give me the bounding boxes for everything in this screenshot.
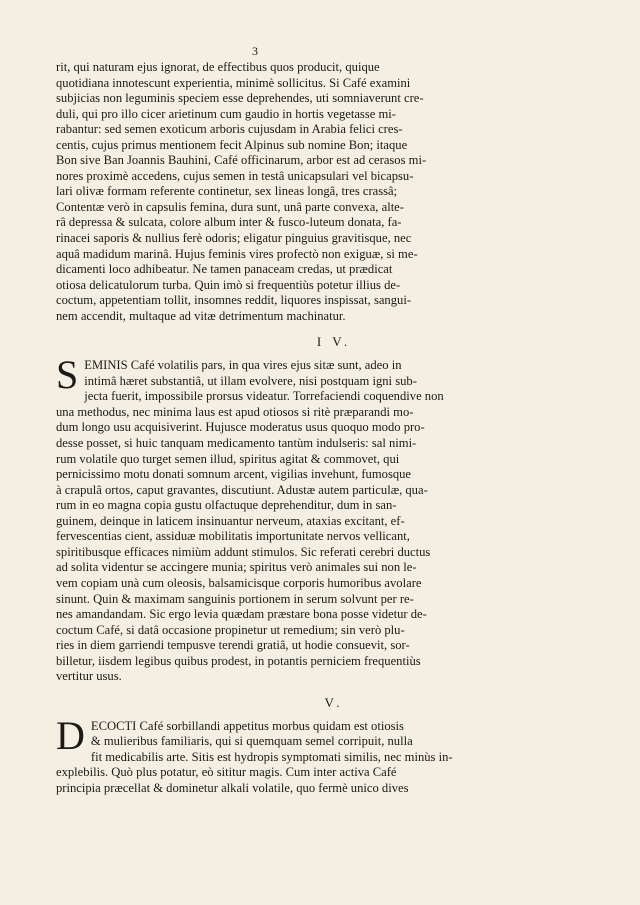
text-line: subjicias non leguminis speciem esse deprehendes, uti somniaverunt cre- xyxy=(56,91,424,106)
text-line: spiritibusque efficaces nimiùm addunt stimulos. Sic referati cerebri ductus xyxy=(56,544,431,559)
text-line: centis, cujus primus mentionem fecit Alpinus sub nomine Bon; itaque xyxy=(56,137,408,152)
section-heading-iv: I V. xyxy=(316,334,352,350)
text-line: otiosa delicatulorum turba. Quin imò si frequentiùs potetur illius de- xyxy=(56,277,401,292)
text-line: coctum, appetentiam tollit, insomnes reddit, liquores inspissat, sangui- xyxy=(56,293,412,308)
text-line: coctum Café, si datâ occasione propinetur ut remedium; sin verò plu- xyxy=(56,622,405,637)
text-line: Contentæ verò in capsulis femina, dura sunt, unâ parte convexa, alte- xyxy=(56,199,404,214)
text-line: dicamenti loco adhibeatur. Ne tamen panaceam credas, ut prædicat xyxy=(56,262,393,277)
text-line: explebilis. Quò plus potatur, eò sititur magis. Cum inter activa Café xyxy=(56,765,397,780)
text-line: dum longo usu acquisiverint. Hujusce moderatus usus quoquo modo pro- xyxy=(56,420,425,435)
section-heading-v: V. xyxy=(324,694,344,710)
text-line: nem accendit, multaque ad vitæ detrimentum machinatur. xyxy=(56,308,346,323)
text-line: principia præcellat & dominetur alkali volatile, quo fermè unico dives xyxy=(56,780,409,795)
text-line: rabantur: sed semen exoticum arboris cujusdam in Arabia felici cres- xyxy=(56,122,403,137)
text-line: rinacei saporis & nullius ferè odoris; eligatur pinguius gravitisque, nec xyxy=(56,231,412,246)
text-line: ECOCTI Café sorbillandi appetitus morbus quidam est otiosis xyxy=(90,718,404,733)
text-line: guinem, deinque in laticem insinuantur nerveum, ataxias excitant, ef- xyxy=(56,513,405,528)
text-line: fit medicabilis arte. Sitis est hydropis symptomati similis, nec minùs in- xyxy=(90,749,453,764)
text-line: quotidiana innotescunt experientia, minimè sollicitus. Si Café examini xyxy=(56,75,411,90)
text-line: jecta fuerit, impossibile prorsus videatur. Torrefaciendi coquendive non xyxy=(84,389,444,404)
text-line: râ depressa & sulcata, colore album inter & fusco-luteum donata, fa- xyxy=(56,215,402,230)
page-number: 3 xyxy=(252,44,259,58)
text-line: lari olivæ formam referente continetur, sex lineas longâ, tres crassâ; xyxy=(56,184,398,199)
paragraph-coffee-seeds xyxy=(56,352,612,684)
text-line: ries in diem garriendi tempusve terendi gratiâ, ut hodie consuevit, sor- xyxy=(56,638,410,653)
text-line: nes amandandam. Sic ergo levia quædam præstare bona posse videtur de- xyxy=(56,607,427,622)
text-line: & mulieribus familiaris, qui si quemquam semel corripuit, nulla xyxy=(90,734,413,749)
text-line: vertitur usus. xyxy=(56,669,122,684)
text-line: pernicissimo motu donati somnum arcent, vigilias invehunt, fumosque xyxy=(56,467,412,482)
text-line: duli, qui pro illo cicer arietinum cum gaudio in hortis vegetasse mi- xyxy=(56,106,396,121)
text-line: à crapulâ ortos, caput gravantes, discutiunt. Adustæ autem particulæ, qua- xyxy=(56,482,428,497)
text-line: nores proximè accedens, cujus semen in testâ unicapsulari vel bicapsu- xyxy=(56,168,414,183)
text-line: Bon sive Ban Joannis Bauhini, Café officinarum, arbor est ad cerasos mi- xyxy=(56,153,427,168)
text-line: sinunt. Quin & maximam sanguinis portionem in serum solvunt per re- xyxy=(56,591,414,606)
text-line: fervescentias cient, assiduæ mobilitatis importunitate nervos vellicant, xyxy=(56,529,410,544)
text-line: desse posset, si huic tanquam medicamento tantùm indulseris: sal nimi- xyxy=(56,436,417,451)
drop-cap-s: S xyxy=(56,352,79,398)
text-line: una methodus, nec minima laus est apud otiosos si ritè præparandi mo- xyxy=(56,404,414,419)
text-line: rit, qui naturam ejus ignorat, de effectibus quos producit, quique xyxy=(56,60,380,74)
text-line: rum in eo magna copia gustu olfactuque deprehenditur, dum in san- xyxy=(56,498,397,513)
paragraph-coffee-description xyxy=(56,60,612,324)
text-line: EMINIS Café volatilis pars, in qua vires ejus sitæ sunt, adeo in xyxy=(84,358,402,373)
text-line: ad solita videntur se accingere munia; spiritus verò animales sui non le- xyxy=(56,560,417,575)
text-line: billetur, iisdem legibus quibus prodest, in potantis perniciem frequentiùs xyxy=(56,653,421,668)
text-line: vem copiam unà cum oleosis, balsamicisque corporis humoribus avolare xyxy=(56,575,422,590)
paragraph-coffee-decoction xyxy=(56,712,612,797)
text-line: intimâ hæret substantiâ, ut illam evolvere, nisi postquam igni sub- xyxy=(84,373,417,388)
text-line: aquâ madidum marinâ. Hujus feminis vires profectò non exiguæ, si me- xyxy=(56,246,418,261)
drop-cap-d: D xyxy=(56,712,85,758)
text-line: rum volatile quo turget semen illud, spiritus agitat & commovet, qui xyxy=(56,451,400,466)
